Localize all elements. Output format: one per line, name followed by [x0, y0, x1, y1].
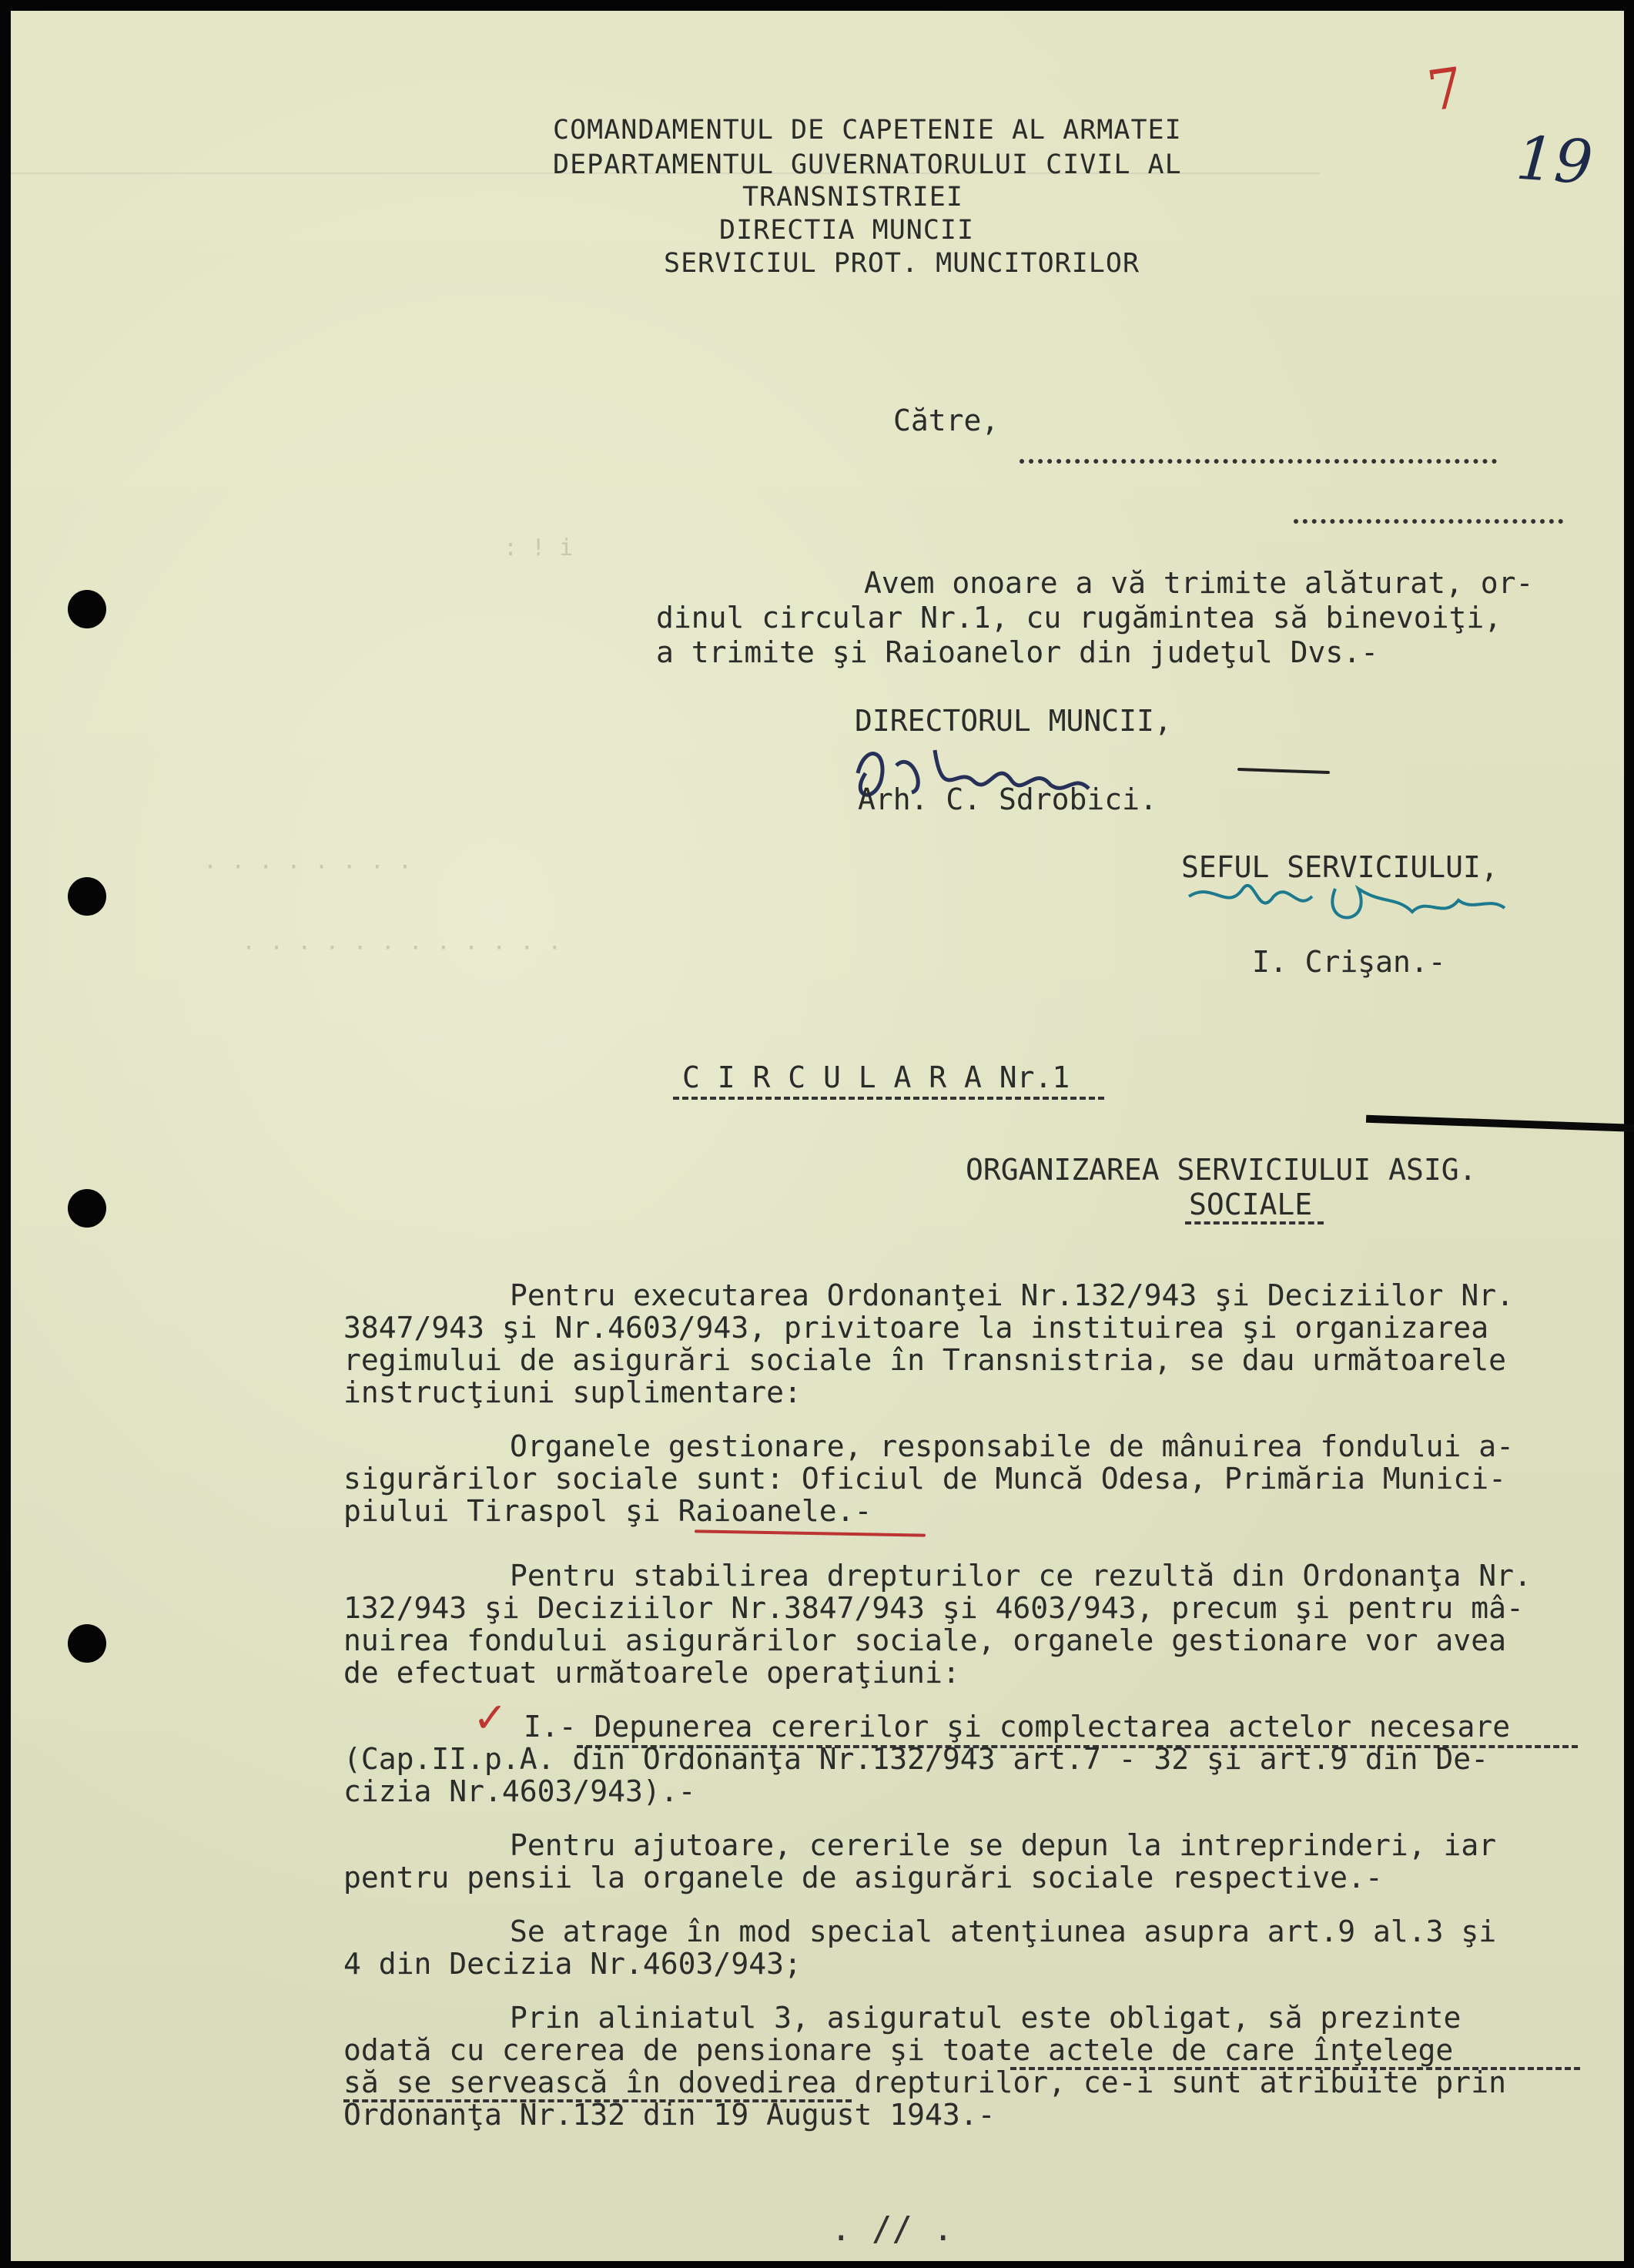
director-title: DIRECTORUL MUNCII,	[855, 704, 1172, 738]
p1-line-4: instrucţiuni suplimentare:	[343, 1375, 802, 1409]
ghost-text: · · · · · · · ·	[203, 854, 412, 881]
p7-line-3: să se servească în dovedirea drepturilor, ce-i sunt atribuite prin	[343, 2065, 1506, 2099]
p1-line-3: regimului de asigurări sociale în Transnistria, se dau următoarele	[343, 1343, 1506, 1377]
circular-title: C I R C U L A R A Nr.1	[682, 1060, 1070, 1094]
paper-tear	[1366, 1115, 1634, 1133]
header-line-1: COMANDAMENTUL DE CAPETENIE AL ARMATEI	[553, 115, 1182, 146]
p7-line-1: Prin aliniatul 3, asiguratul este obligat, să prezinte	[510, 2001, 1462, 2035]
header-line-3: TRANSNISTRIEI	[742, 182, 963, 213]
red-underline	[695, 1529, 926, 1536]
p3-line-2: 132/943 şi Deciziilor Nr.3847/943 şi 4603/943, precum şi pentru mâ-	[343, 1591, 1524, 1625]
p2-line-1: Organele gestionare, responsabile de mânuirea fondului a-	[510, 1429, 1515, 1463]
p3-line-1: Pentru stabilirea drepturilor ce rezultă din Ordonanţa Nr.	[510, 1559, 1532, 1593]
subject-underline	[1185, 1221, 1324, 1224]
p1-line-2: 3847/943 şi Nr.4603/943, privitoare la instituirea şi organizarea	[343, 1311, 1489, 1345]
punch-hole	[68, 1189, 106, 1228]
p1-line-1: Pentru executarea Ordonanţei Nr.132/943 şi Deciziilor Nr.	[510, 1278, 1515, 1312]
p7-line-2: odată cu cererea de pensionare şi toate actele de care înţelege	[343, 2033, 1454, 2067]
chief-signature	[1181, 866, 1520, 935]
punch-hole	[68, 590, 106, 628]
p7-underline	[343, 2099, 852, 2102]
red-check-mark: ✓	[473, 1693, 508, 1742]
chief-name: I. Crişan.-	[1252, 945, 1446, 979]
punch-hole	[68, 877, 106, 916]
p5-line-1: Pentru ajutoare, cererile se depun la intreprinderi, iar	[510, 1828, 1497, 1862]
address-blank-line	[1294, 519, 1563, 524]
punch-hole	[68, 1624, 106, 1663]
ghost-text: · · · · · · · · · · · ·	[242, 935, 562, 962]
header-line-4: DIRECTIA MUNCII	[719, 215, 975, 246]
director-name: Arh. C. Sdrobici.	[858, 782, 1157, 816]
addressee-label: Către,	[893, 404, 999, 437]
p2-line-3: piului Tiraspol şi Raioanele.-	[343, 1494, 872, 1528]
intro-line-3: a trimite şi Raioanelor din judeţul Dvs.-	[656, 635, 1378, 669]
circular-subject-line-2: SOCIALE	[1189, 1188, 1313, 1221]
header-line-5: SERVICIUL PROT. MUNCITORILOR	[664, 248, 1140, 279]
folio-number: 19	[1513, 123, 1595, 199]
p2-line-2: sigurărilor sociale sunt: Oficiul de Muncă Odesa, Primăria Munici-	[343, 1462, 1506, 1496]
header-line-2: DEPARTAMENTUL GUVERNATORULUI CIVIL AL	[553, 149, 1182, 180]
p6-line-2: 4 din Decizia Nr.4603/943;	[343, 1947, 802, 1981]
circular-title-underline	[673, 1097, 1104, 1100]
p6-line-1: Se atrage în mod special atenţiunea asupra art.9 al.3 şi	[510, 1915, 1497, 1948]
ghost-text: : ! i	[504, 534, 574, 561]
intro-line-1: Avem onoare a vă trimite alăturat, or-	[864, 566, 1534, 600]
address-blank-line	[1020, 459, 1497, 464]
p5-line-2: pentru pensii la organele de asigurări sociale respective.-	[343, 1861, 1383, 1894]
p3-line-4: de efectuat următoarele operaţiuni:	[343, 1656, 960, 1690]
page-continuation-mark: . // .	[831, 2209, 953, 2249]
crossed-folio-number: 7	[1423, 55, 1468, 124]
p4-line-2: (Cap.II.p.A. din Ordonanţa Nr.132/943 art.7 - 32 şi art.9 din De-	[343, 1742, 1489, 1776]
p4-line-3: cizia Nr.4603/943).-	[343, 1774, 696, 1808]
circular-subject-line-1: ORGANIZAREA SERVICIULUI ASIG.	[966, 1153, 1477, 1187]
p7-underline	[1010, 2067, 1580, 2070]
chief-title: SEFUL SERVICIULUI,	[1181, 850, 1498, 884]
p7-line-4: Ordonanţa Nr.132 din 19 August 1943.-	[343, 2098, 996, 2132]
p4-line-1: I.- Depunerea cererilor şi complectarea actelor necesare	[524, 1710, 1511, 1744]
p3-line-3: nuirea fondului asigurărilor sociale, organele gestionare vor avea	[343, 1623, 1506, 1657]
signature-dash	[1237, 768, 1330, 774]
document-page	[11, 11, 1624, 2261]
intro-line-2: dinul circular Nr.1, cu rugămintea să binevoiţi,	[656, 601, 1502, 635]
